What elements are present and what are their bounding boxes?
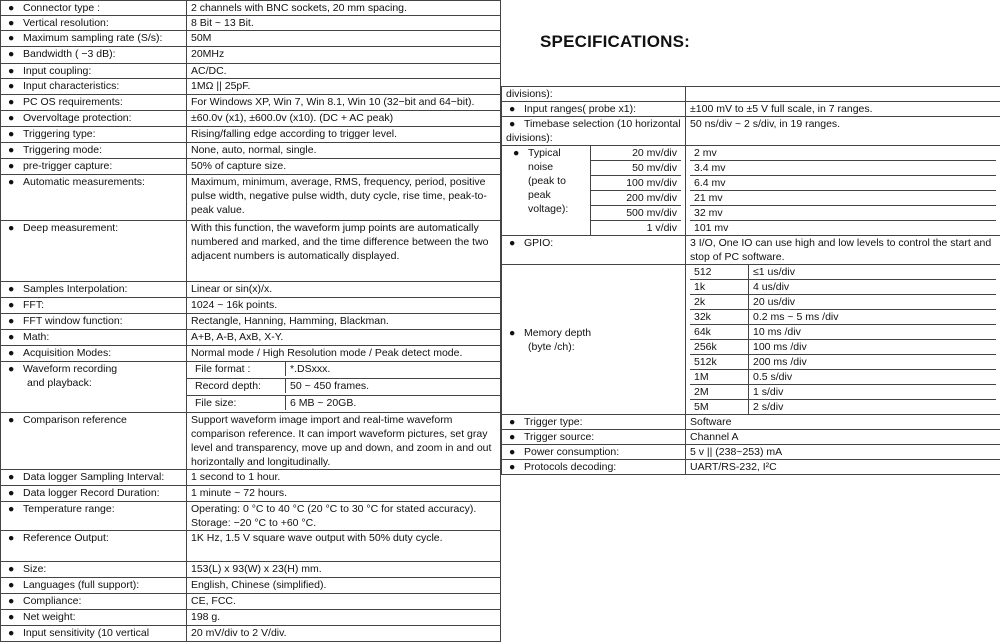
spec-label bbox=[1, 298, 187, 314]
spec-label bbox=[1, 314, 187, 330]
bullet-icon: ● bbox=[5, 159, 23, 173]
memory-depth: 32k bbox=[690, 310, 749, 325]
memory-timebase: 4 us/div bbox=[749, 280, 997, 295]
table-row bbox=[1, 346, 501, 362]
table-row bbox=[502, 415, 1000, 430]
spec-value: Linear or sin(x)/x. bbox=[187, 282, 501, 298]
spec-label-text: Size: bbox=[23, 563, 46, 575]
bullet-icon: ● bbox=[506, 326, 524, 340]
table-row bbox=[1, 610, 501, 626]
table-row bbox=[1, 159, 501, 175]
memory-depth: 5M bbox=[690, 400, 749, 415]
spec-value: For Windows XP, Win 7, Win 8.1, Win 10 (32−bit and 64−bit). bbox=[187, 95, 501, 111]
table-row bbox=[1, 47, 501, 64]
bullet-icon: ● bbox=[5, 610, 23, 624]
table-row bbox=[1, 594, 501, 610]
spec-label bbox=[502, 146, 686, 236]
spec-label-text: PC OS requirements: bbox=[23, 96, 123, 108]
spec-value: With this function, the waveform jump points are automatically numbered and marked, and the time difference between the two adjacent numbers is automatically displayed. bbox=[187, 221, 501, 282]
table-row bbox=[1, 470, 501, 486]
spec-label-text: Samples Interpolation: bbox=[23, 283, 127, 295]
spec-label bbox=[1, 610, 187, 626]
spec-label-text: Input characteristics: bbox=[23, 80, 119, 92]
spec-value: A+B, A-B, AxB, X-Y. bbox=[187, 330, 501, 346]
memory-depth: 512k bbox=[690, 355, 749, 370]
spec-label-text: Vertical resolution: bbox=[23, 17, 109, 29]
spec-label-text: Comparison reference bbox=[23, 414, 127, 426]
bullet-icon: ● bbox=[5, 486, 23, 500]
spec-label bbox=[1, 64, 187, 79]
spec-label-text: Deep measurement: bbox=[23, 222, 118, 234]
spec-label bbox=[1, 502, 187, 531]
spec-value: 50M bbox=[187, 31, 501, 47]
table-row bbox=[502, 87, 1000, 102]
table-row bbox=[1, 298, 501, 314]
table-row bbox=[1, 578, 501, 594]
bullet-icon: ● bbox=[5, 31, 23, 45]
bullet-icon: ● bbox=[506, 102, 524, 116]
spec-value: None, auto, normal, single. bbox=[187, 143, 501, 159]
spec-label-text: (byte /ch): bbox=[506, 341, 575, 353]
table-row bbox=[502, 430, 1000, 445]
spec-value: Support waveform image import and real-time waveform comparison reference. It can import waveform pictures, set gray level and transparency, move up and down, and zoom in and out horizontally and longitudinally. bbox=[187, 413, 501, 470]
noise-value: 101 mv bbox=[690, 221, 996, 236]
spec-table-right bbox=[501, 86, 1000, 475]
memory-depth: 64k bbox=[690, 325, 749, 340]
spec-label-text: Data logger Record Duration: bbox=[23, 487, 160, 499]
spec-label-text: Languages (full support): bbox=[23, 579, 139, 591]
bullet-icon: ● bbox=[5, 362, 23, 376]
memory-timebase: 100 ms /div bbox=[749, 340, 997, 355]
bullet-icon: ● bbox=[5, 314, 23, 328]
spec-label bbox=[1, 159, 187, 175]
table-row bbox=[1, 79, 501, 95]
spec-value: 153(L) x 93(W) x 23(H) mm. bbox=[187, 562, 501, 578]
table-row bbox=[502, 117, 1000, 146]
spec-label-text: Protocols decoding: bbox=[524, 461, 616, 473]
spec-label-text: Reference Output: bbox=[23, 532, 109, 544]
spec-label bbox=[502, 117, 686, 146]
bullet-icon: ● bbox=[5, 531, 23, 545]
spec-label bbox=[1, 594, 187, 610]
spec-value: 1K Hz, 1.5 V square wave output with 50% duty cycle. bbox=[187, 531, 501, 562]
memory-timebase: 200 ms /div bbox=[749, 355, 997, 370]
bullet-icon: ● bbox=[506, 236, 524, 250]
noise-value: 3.4 mv bbox=[690, 161, 996, 176]
table-row bbox=[1, 314, 501, 330]
bullet-icon: ● bbox=[5, 47, 23, 61]
spec-value: 1 second to 1 hour. bbox=[187, 470, 501, 486]
spec-value bbox=[187, 396, 501, 413]
spec-label bbox=[1, 111, 187, 127]
spec-label-text: Maximum sampling rate (S/s): bbox=[23, 32, 162, 44]
spec-label bbox=[1, 127, 187, 143]
memory-depth: 2k bbox=[690, 295, 749, 310]
noise-range: 500 mv/div bbox=[591, 206, 682, 221]
noise-value: 32 mv bbox=[690, 206, 996, 221]
spec-value: AC/DC. bbox=[187, 64, 501, 79]
spec-label-text: Automatic measurements: bbox=[23, 176, 145, 188]
noise-range: 200 mv/div bbox=[591, 191, 682, 206]
spec-value: ±100 mV to ±5 V full scale, in 7 ranges. bbox=[686, 102, 1000, 117]
spec-value: Software bbox=[686, 415, 1000, 430]
bullet-icon: ● bbox=[5, 502, 23, 516]
spec-value: 20MHz bbox=[187, 47, 501, 64]
bullet-icon: ● bbox=[5, 64, 23, 78]
bullet-icon: ● bbox=[5, 346, 23, 360]
table-row bbox=[1, 64, 501, 79]
spec-value bbox=[686, 146, 1000, 236]
spec-label bbox=[1, 362, 187, 413]
spec-label bbox=[502, 460, 686, 475]
waveform-key: Record depth: bbox=[191, 379, 286, 393]
table-row bbox=[1, 1, 501, 16]
spec-value: 1 minute ~ 72 hours. bbox=[187, 486, 501, 502]
spec-label-text: FFT: bbox=[23, 299, 44, 311]
memory-timebase: 2 s/div bbox=[749, 400, 997, 415]
spec-label bbox=[1, 413, 187, 470]
bullet-icon: ● bbox=[5, 626, 23, 640]
spec-label-text: Triggering type: bbox=[23, 128, 96, 140]
bullet-icon: ● bbox=[5, 221, 23, 235]
spec-value: 1024 ~ 16k points. bbox=[187, 298, 501, 314]
spec-label bbox=[1, 1, 187, 16]
spec-label-text: Waveform recording bbox=[23, 363, 117, 375]
spec-value: 50% of capture size. bbox=[187, 159, 501, 175]
table-row bbox=[1, 111, 501, 127]
spec-label bbox=[1, 95, 187, 111]
spec-label-text: Temperature range: bbox=[23, 503, 115, 515]
spec-value: 50 ns/div ~ 2 s/div, in 19 ranges. bbox=[686, 117, 1000, 146]
spec-label-text: Trigger source: bbox=[524, 431, 594, 443]
spec-label bbox=[502, 430, 686, 445]
noise-label: Typical noise (peak to peak voltage): bbox=[528, 146, 580, 216]
spec-label-text: Overvoltage protection: bbox=[23, 112, 132, 124]
spec-label-text: Compliance: bbox=[23, 595, 81, 607]
waveform-key: File size: bbox=[191, 396, 286, 410]
bullet-icon: ● bbox=[506, 445, 524, 459]
spec-value bbox=[686, 265, 1000, 415]
bullet-icon: ● bbox=[5, 562, 23, 576]
waveform-value: 50 ~ 450 frames. bbox=[286, 379, 497, 393]
spec-value: Normal mode / High Resolution mode / Peak detect mode. bbox=[187, 346, 501, 362]
spec-label bbox=[1, 282, 187, 298]
memory-timebase: 0.5 s/div bbox=[749, 370, 997, 385]
table-row bbox=[1, 95, 501, 111]
spec-label-text: FFT window function: bbox=[23, 315, 123, 327]
spec-label-text: Timebase selection (10 horizontal divisions): bbox=[506, 118, 681, 144]
spec-label bbox=[1, 578, 187, 594]
spec-label-text: Data logger Sampling Interval: bbox=[23, 471, 164, 483]
noise-range: 100 mv/div bbox=[591, 176, 682, 191]
bullet-icon: ● bbox=[5, 282, 23, 296]
spec-value: Rectangle, Hanning, Hamming, Blackman. bbox=[187, 314, 501, 330]
bullet-icon: ● bbox=[5, 413, 23, 427]
spec-label-text: Bandwidth ( −3 dB): bbox=[23, 48, 116, 60]
spec-value bbox=[187, 379, 501, 396]
spec-value bbox=[187, 362, 501, 379]
spec-label bbox=[502, 445, 686, 460]
bullet-icon: ● bbox=[5, 127, 23, 141]
noise-value: 2 mv bbox=[690, 146, 996, 161]
table-row bbox=[1, 413, 501, 470]
noise-value: 21 mv bbox=[690, 191, 996, 206]
spec-label-text: Input ranges( probe x1): bbox=[524, 103, 636, 115]
memory-timebase: 0.2 ms ~ 5 ms /div bbox=[749, 310, 997, 325]
spec-label-text: Connector type : bbox=[23, 2, 100, 14]
bullet-icon: ● bbox=[5, 1, 23, 15]
spec-label bbox=[1, 31, 187, 47]
spec-label bbox=[1, 346, 187, 362]
spec-label-text: Input coupling: bbox=[23, 65, 91, 77]
memory-timebase: 1 s/div bbox=[749, 385, 997, 400]
spec-label bbox=[502, 102, 686, 117]
noise-value: 6.4 mv bbox=[690, 176, 996, 191]
noise-range: 50 mv/div bbox=[591, 161, 682, 176]
bullet-icon: ● bbox=[5, 79, 23, 93]
page-title: SPECIFICATIONS: bbox=[540, 32, 690, 52]
memory-depth: 256k bbox=[690, 340, 749, 355]
table-row bbox=[1, 330, 501, 346]
waveform-value: *.DSxxx. bbox=[286, 362, 497, 376]
bullet-icon: ● bbox=[510, 146, 528, 160]
memory-depth: 512 bbox=[690, 265, 749, 280]
spec-label bbox=[1, 175, 187, 221]
table-row bbox=[1, 143, 501, 159]
memory-timebase: 10 ms /div bbox=[749, 325, 997, 340]
bullet-icon: ● bbox=[5, 298, 23, 312]
table-row bbox=[1, 531, 501, 562]
spec-label bbox=[502, 236, 686, 265]
table-row bbox=[1, 502, 501, 531]
memory-depth: 2M bbox=[690, 385, 749, 400]
spec-label-text: Trigger type: bbox=[524, 416, 583, 428]
waveform-key: File format : bbox=[191, 362, 286, 376]
spec-label bbox=[502, 265, 686, 415]
bullet-icon: ● bbox=[5, 175, 23, 189]
bullet-icon: ● bbox=[5, 95, 23, 109]
spec-label-text: Input sensitivity (10 vertical bbox=[23, 627, 149, 639]
spec-label-text: Math: bbox=[23, 331, 49, 343]
spec-label-text: pre-trigger capture: bbox=[23, 160, 112, 172]
bullet-icon: ● bbox=[506, 460, 524, 474]
spec-label-text: GPIO: bbox=[524, 237, 553, 249]
bullet-icon: ● bbox=[506, 117, 524, 131]
spec-value: 20 mV/div to 2 V/div. bbox=[187, 626, 501, 642]
spec-value: 5 v || (238~253) mA bbox=[686, 445, 1000, 460]
table-row bbox=[502, 236, 1000, 265]
spec-label bbox=[1, 47, 187, 64]
spec-value bbox=[686, 87, 1000, 102]
spec-value: 8 Bit ~ 13 Bit. bbox=[187, 16, 501, 31]
spec-value: Operating: 0 °C to 40 °C (20 °C to 30 °C for stated accuracy). Storage: −20 °C to +60 °C. bbox=[187, 502, 501, 531]
waveform-value: 6 MB ~ 20GB. bbox=[286, 396, 497, 410]
bullet-icon: ● bbox=[5, 111, 23, 125]
memory-timebase: 20 us/div bbox=[749, 295, 997, 310]
memory-timebase: ≤1 us/div bbox=[749, 265, 997, 280]
spec-label bbox=[502, 415, 686, 430]
spec-value: CE, FCC. bbox=[187, 594, 501, 610]
bullet-icon: ● bbox=[5, 143, 23, 157]
spec-label-text: Net weight: bbox=[23, 611, 76, 623]
spec-label bbox=[1, 531, 187, 562]
noise-range: 20 mv/div bbox=[591, 146, 682, 161]
table-row bbox=[1, 282, 501, 298]
spec-label: divisions): bbox=[502, 87, 686, 102]
spec-label-text: Triggering mode: bbox=[23, 144, 102, 156]
bullet-icon: ● bbox=[5, 594, 23, 608]
bullet-icon: ● bbox=[5, 470, 23, 484]
spec-value: 2 channels with BNC sockets, 20 mm spacing. bbox=[187, 1, 501, 16]
memory-depth: 1M bbox=[690, 370, 749, 385]
spec-label bbox=[1, 143, 187, 159]
bullet-icon: ● bbox=[506, 415, 524, 429]
table-row bbox=[1, 362, 501, 379]
table-row bbox=[1, 221, 501, 282]
table-row bbox=[1, 16, 501, 31]
spec-label-text: Acquisition Modes: bbox=[23, 347, 111, 359]
table-row bbox=[1, 127, 501, 143]
bullet-icon: ● bbox=[5, 578, 23, 592]
table-row bbox=[1, 175, 501, 221]
spec-value: Rising/falling edge according to trigger level. bbox=[187, 127, 501, 143]
spec-label bbox=[1, 470, 187, 486]
table-row bbox=[502, 102, 1000, 117]
table-row bbox=[502, 265, 1000, 415]
table-row bbox=[502, 146, 1000, 236]
spec-value: 198 g. bbox=[187, 610, 501, 626]
spec-label-text: Power consumption: bbox=[524, 446, 619, 458]
table-row bbox=[502, 445, 1000, 460]
table-row bbox=[1, 486, 501, 502]
spec-label bbox=[1, 221, 187, 282]
spec-label bbox=[1, 79, 187, 95]
bullet-icon: ● bbox=[5, 330, 23, 344]
spec-value: UART/RS-232, I²C bbox=[686, 460, 1000, 475]
spec-value: 1MΩ || 25pF. bbox=[187, 79, 501, 95]
spec-label bbox=[1, 330, 187, 346]
spec-value: 3 I/O, One IO can use high and low levels to control the start and stop of PC software. bbox=[686, 236, 1000, 265]
spec-value: Maximum, minimum, average, RMS, frequency, period, positive pulse width, negative pulse width, duty cycle, rise time, peak-to-peak value. bbox=[187, 175, 501, 221]
bullet-icon: ● bbox=[506, 430, 524, 444]
table-row bbox=[1, 31, 501, 47]
table-row bbox=[502, 460, 1000, 475]
noise-range: 1 v/div bbox=[591, 221, 682, 236]
table-row bbox=[1, 562, 501, 578]
spec-label-text: Memory depth bbox=[524, 327, 591, 339]
spec-value: Channel A bbox=[686, 430, 1000, 445]
bullet-icon: ● bbox=[5, 16, 23, 30]
spec-label bbox=[1, 562, 187, 578]
spec-value: English, Chinese (simplified). bbox=[187, 578, 501, 594]
memory-depth: 1k bbox=[690, 280, 749, 295]
spec-label bbox=[1, 486, 187, 502]
spec-label-text: and playback: bbox=[5, 377, 92, 389]
spec-value: ±60.0v (x1), ±600.0v (x10). (DC + AC peak) bbox=[187, 111, 501, 127]
spec-label bbox=[1, 16, 187, 31]
